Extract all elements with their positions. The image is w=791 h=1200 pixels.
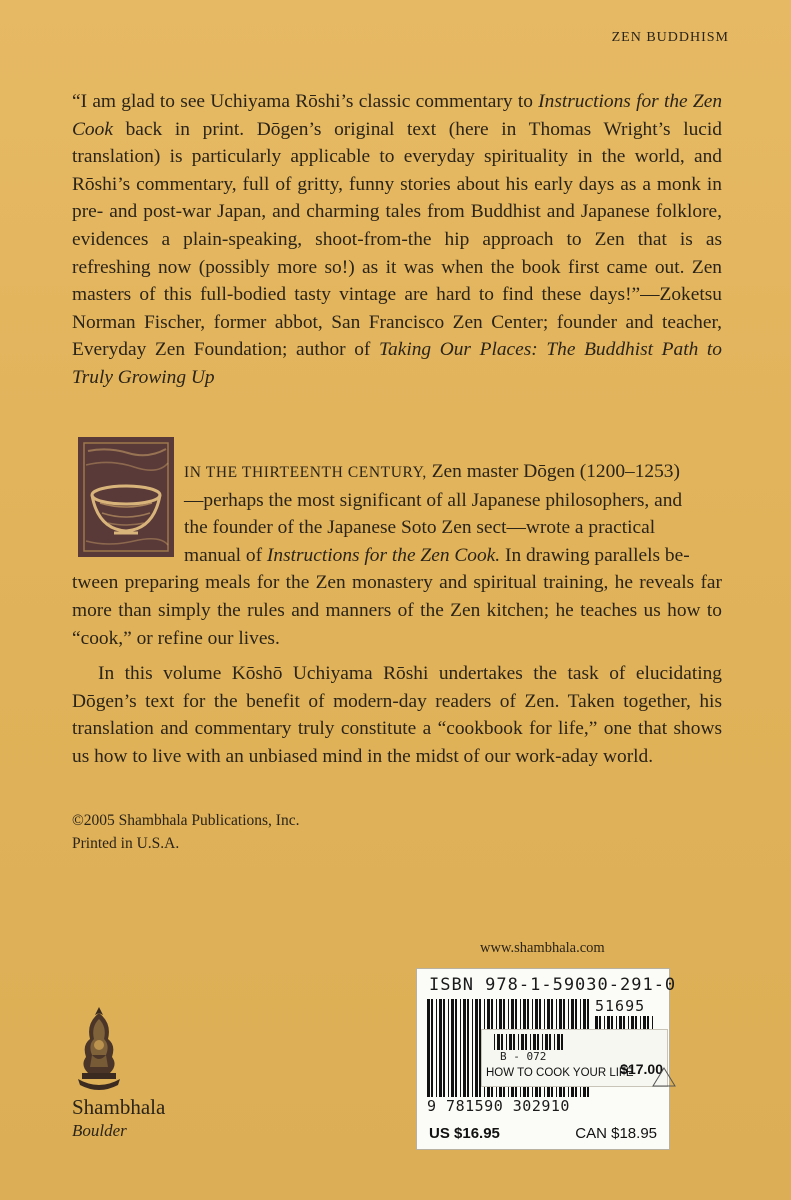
sticker-title: HOW TO COOK YOUR LIFE [486, 1067, 634, 1079]
description-paragraph-1 [72, 458, 722, 652]
barcode-bar [554, 1034, 555, 1050]
barcode-bar [506, 1034, 507, 1050]
barcode-bar [631, 1016, 634, 1030]
category-label: ZEN BUDDHISM [611, 30, 729, 45]
barcode-bar [431, 999, 433, 1097]
barcode-bar [542, 1034, 543, 1050]
barcode-bar [628, 1016, 629, 1030]
book-description [72, 458, 722, 771]
printed-in-line: Printed in U.S.A. [72, 835, 180, 852]
barcode-bar [463, 999, 466, 1097]
shambhala-logo-icon [74, 1005, 124, 1093]
description-line-2: —perhaps the most significant of all Japanese philosophers, and [184, 489, 683, 511]
sticker-barcode [494, 1034, 564, 1050]
ean-digits: 9 781590 302910 [427, 1097, 570, 1115]
barcode-bar [427, 999, 430, 1097]
barcode-bar [537, 1034, 539, 1050]
barcode-bar [460, 999, 461, 1097]
barcode-bar [530, 1034, 531, 1050]
barcode-bar [472, 999, 473, 1097]
barcode-bar [619, 1016, 622, 1030]
endorsement-quote [72, 88, 722, 392]
barcode-bar [518, 1034, 519, 1050]
barcode-bar [595, 1016, 598, 1030]
barcode-bar [652, 1016, 653, 1030]
barcode-label [416, 968, 677, 1150]
us-price: US $16.95 [429, 1125, 500, 1142]
barcode-bar [501, 1034, 503, 1050]
quote-text-b: back in print. Dōgen’s original text (here in Thomas Wright’s lucid translation) is particularly applicable to everyday spirituality in the world, and Rōshi’s commentary, full of gritty, funny stories about his early days as a monk in pre- and post-war Japan, and charming tales from Buddhist and Japanese folklore, evidences a plain-speaking, shoot-from-the hip approach to Zen that is as refreshing now (possibly more so!) as it was when the book first came out. Zen masters of this full-bodied tasty vintage are hard to find these days!”—Zoketsu Norman Fischer, former abbot, San Francisco Zen Center; founder and teacher, Everyday Zen Foundation; author of [72, 118, 722, 361]
copyright-block [72, 809, 299, 855]
quote-author-book-title: Taking Our Places: The Buddhist Path to Truly Growing Up [72, 339, 722, 388]
price-barcode [595, 1016, 657, 1030]
description-paragraph-2: In this volume Kōshō Uchiyama Rōshi undertakes the task of elucidating Dōgen’s text for the benefit of modern-day readers of Zen. Taken together, his translation and commentary truly constitute a “cookbook for life,” one that shows us how to live with an unbiased mind in the midst of our work-aday world. [72, 663, 722, 767]
price-sticker [481, 1029, 668, 1087]
isbn-text: ISBN 978-1-59030-291-0 [429, 975, 677, 995]
publisher-name: Shambhala [72, 1095, 166, 1119]
barcode-bar [647, 1016, 649, 1030]
barcode-bar [513, 1034, 515, 1050]
description-rest: tween preparing meals for the Zen monastery and spiritual training, he reveals far more than simply the rules and manners of the Zen kitchen; he teaches us how to “cook,” or refine our lives. [72, 572, 722, 649]
publisher-city: Boulder [72, 1121, 127, 1140]
barcode-bar [549, 1034, 551, 1050]
barcode-bar [533, 1034, 536, 1050]
description-lead: IN THE THIRTEENTH CENTURY, [184, 464, 427, 481]
barcode-bar [643, 1016, 646, 1030]
barcode-bar [509, 1034, 512, 1050]
barcode-bar [443, 999, 445, 1097]
can-price: CAN $18.95 [575, 1125, 657, 1142]
barcode-bar [599, 1016, 601, 1030]
barcode-bar [604, 1016, 605, 1030]
barcode-bar [475, 999, 478, 1097]
barcode-bar [467, 999, 469, 1097]
barcode-bar [616, 1016, 617, 1030]
barcode-bar [607, 1016, 610, 1030]
barcode-bar [494, 1034, 495, 1050]
quote-text-a: “I am glad to see Uchiyama Rōshi’s classic commentary to [72, 91, 539, 112]
sticker-code: B - 072 [500, 1050, 547, 1063]
barcode-bar [611, 1016, 613, 1030]
barcode-bar [497, 1034, 500, 1050]
barcode-bar [451, 999, 454, 1097]
barcode-bar [561, 1034, 563, 1050]
barcode-bar [525, 1034, 527, 1050]
barcode-bar [448, 999, 449, 1097]
barcode-bar [640, 1016, 641, 1030]
description-line-4: manual of Instructions for the Zen Cook. In drawing parallels be- [184, 544, 690, 566]
sticker-price: $17.00 [620, 1061, 663, 1077]
quote-book-title: Instructions for the Zen Cook [72, 91, 723, 140]
barcode-bar [545, 1034, 548, 1050]
barcode-bar [436, 999, 437, 1097]
publisher-imprint [72, 1094, 165, 1142]
barcode-bar [557, 1034, 560, 1050]
copyright-line: ©2005 Shambhala Publications, Inc. [72, 812, 300, 829]
barcode-bar [521, 1034, 524, 1050]
triangle-icon [651, 1066, 677, 1088]
description-line-1: IN THE THIRTEENTH CENTURY, Zen master Dōgen (1200–1253) [184, 461, 680, 482]
description-line-3: the founder of the Japanese Soto Zen sect—wrote a practical [184, 517, 656, 539]
barcode-bar [635, 1016, 637, 1030]
barcode-bar [439, 999, 442, 1097]
barcode-bar [455, 999, 457, 1097]
price-code: 51695 [595, 997, 646, 1015]
barcode-bar [623, 1016, 625, 1030]
publisher-website: www.shambhala.com [480, 940, 605, 956]
description-book-title: Instructions for the Zen Cook. [266, 544, 501, 566]
